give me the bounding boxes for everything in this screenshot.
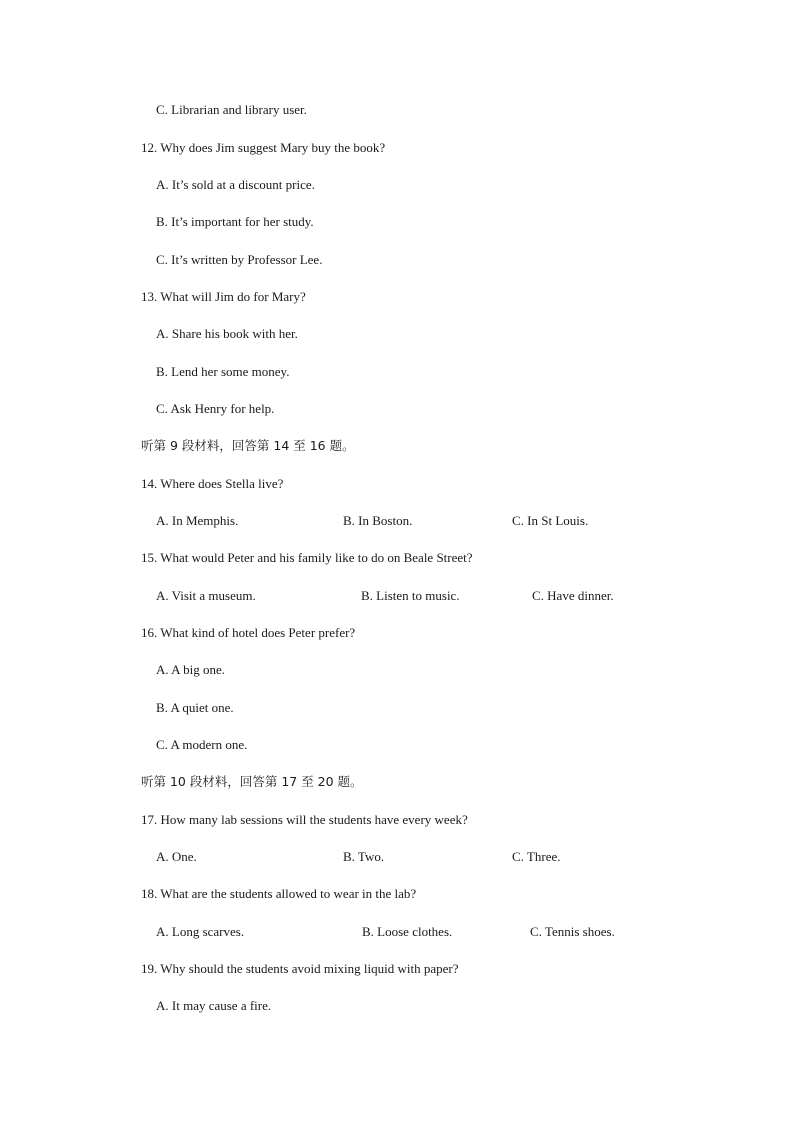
question-17: 17. How many lab sessions will the students have every week? [141,812,468,827]
option-13b: B. Lend her some money. [156,364,290,379]
option-19a: A. It may cause a fire. [156,998,272,1013]
option-17c: C. Three. [512,849,561,864]
question-14: 14. Where does Stella live? [141,476,284,491]
option-13c: C. Ask Henry for help. [156,401,275,416]
option-15a: A. Visit a museum. [156,588,256,603]
option-18b: B. Loose clothes. [362,924,453,939]
section-instruction-9: 听第 9 段材料，回答第 14 至 16 题。 [141,438,355,453]
option-11c: C. Librarian and library user. [156,102,307,117]
option-18a: A. Long scarves. [156,924,245,939]
question-12: 12. Why does Jim suggest Mary buy the book? [141,140,386,155]
section-instruction-10: 听第 10 段材料，回答第 17 至 20 题。 [141,774,363,789]
option-15b: B. Listen to music. [361,588,460,603]
option-14a: A. In Memphis. [156,513,239,528]
option-15c: C. Have dinner. [532,588,614,603]
question-19: 19. Why should the students avoid mixing liquid with paper? [141,961,459,976]
option-12c: C. It’s written by Professor Lee. [156,252,323,267]
option-17b: B. Two. [343,849,385,864]
question-16: 16. What kind of hotel does Peter prefer? [141,625,356,640]
option-12b: B. It’s important for her study. [156,214,314,229]
option-16a: A. A big one. [156,662,225,677]
option-17a: A. One. [156,849,197,864]
option-12a: A. It’s sold at a discount price. [156,177,315,192]
option-14c: C. In St Louis. [512,513,589,528]
option-13a: A. Share his book with her. [156,326,298,341]
option-16b: B. A quiet one. [156,700,234,715]
option-14b: B. In Boston. [343,513,413,528]
option-18c: C. Tennis shoes. [530,924,615,939]
question-18: 18. What are the students allowed to wear in the lab? [141,886,417,901]
question-13: 13. What will Jim do for Mary? [141,289,306,304]
question-15: 15. What would Peter and his family like to do on Beale Street? [141,550,473,565]
option-16c: C. A modern one. [156,737,248,752]
